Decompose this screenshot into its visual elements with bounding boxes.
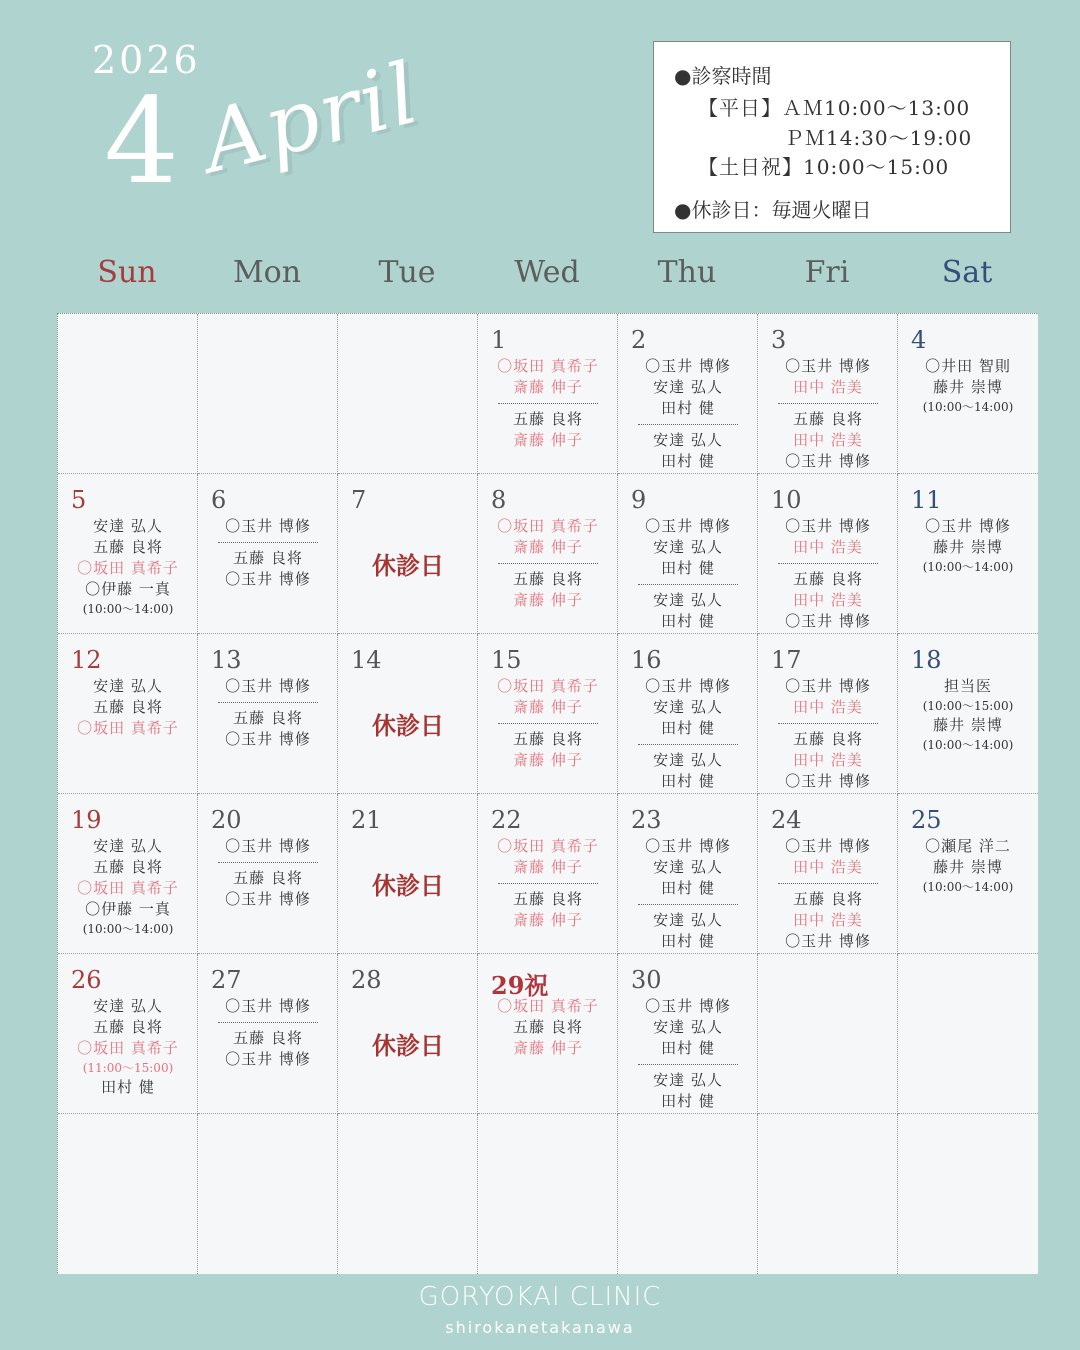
doctor-entry: 〇玉井 博修 xyxy=(645,837,731,855)
doctor-list xyxy=(618,996,758,1112)
doctor-entry: 〇玉井 博修 xyxy=(225,837,311,855)
day-cell xyxy=(758,314,898,474)
day-cell xyxy=(618,954,758,1114)
doctor-entry: 安達 弘人 xyxy=(93,517,163,535)
day-cell xyxy=(58,474,198,634)
clinic-location: shirokanetakanawa xyxy=(445,1318,635,1337)
day-number: 24 xyxy=(771,806,802,834)
day-cell xyxy=(898,314,1038,474)
doctor-list xyxy=(898,356,1038,416)
doctor-entry: 安達 弘人 xyxy=(653,751,723,769)
day-cell xyxy=(618,634,758,794)
empty-day-cell xyxy=(618,1114,758,1274)
doctor-entry: 〇玉井 博修 xyxy=(645,357,731,375)
am-pm-divider xyxy=(778,563,878,564)
doctor-list xyxy=(898,516,1038,576)
doctor-entry: 安達 弘人 xyxy=(653,911,723,929)
empty-day-cell xyxy=(758,954,898,1114)
doctor-entry: 田村 健 xyxy=(661,559,715,577)
empty-day-cell xyxy=(898,954,1038,1114)
doctor-list xyxy=(58,996,198,1098)
day-cell xyxy=(58,634,198,794)
empty-day-cell xyxy=(198,314,338,474)
doctor-list xyxy=(478,516,618,611)
empty-day-cell xyxy=(338,1114,478,1274)
doctor-entry: 藤井 崇博 xyxy=(933,716,1003,734)
doctor-entry: 田村 健 xyxy=(661,719,715,737)
am-pm-divider xyxy=(638,584,738,585)
doctor-entry: 田中 浩美 xyxy=(793,431,863,449)
doctor-entry: 田村 健 xyxy=(661,879,715,897)
doctor-entry: (11:00〜15:00) xyxy=(82,1061,174,1075)
doctor-entry: 〇坂田 真希子 xyxy=(497,517,599,535)
doctor-entry: 〇玉井 博修 xyxy=(925,517,1011,535)
day-cell xyxy=(198,634,338,794)
doctor-entry: 安達 弘人 xyxy=(93,997,163,1015)
doctor-list xyxy=(198,836,338,910)
day-cell xyxy=(618,314,758,474)
doctor-entry: 藤井 崇博 xyxy=(933,858,1003,876)
day-number: 9 xyxy=(631,486,647,514)
day-cell xyxy=(898,474,1038,634)
doctor-entry: 〇玉井 博修 xyxy=(785,677,871,695)
doctor-list xyxy=(478,676,618,771)
calendar-grid xyxy=(57,313,1037,1273)
doctor-entry: 担当医 xyxy=(943,677,992,695)
doctor-entry: 〇玉井 博修 xyxy=(225,570,311,588)
am-pm-divider xyxy=(778,403,878,404)
day-number: 13 xyxy=(211,646,242,674)
doctor-entry: 斎藤 伸子 xyxy=(513,591,583,609)
am-pm-divider xyxy=(638,744,738,745)
day-cell xyxy=(758,474,898,634)
doctor-list xyxy=(758,356,898,472)
doctor-entry: (10:00〜14:00) xyxy=(82,922,174,936)
doctor-entry: 〇玉井 博修 xyxy=(225,890,311,908)
am-pm-divider xyxy=(778,723,878,724)
day-cell xyxy=(478,314,618,474)
doctor-entry: 〇玉井 博修 xyxy=(225,517,311,535)
clinic-name: GORYOKAI CLINIC xyxy=(418,1282,662,1312)
empty-day-cell xyxy=(58,1114,198,1274)
day-cell xyxy=(338,794,478,954)
day-number: 1 xyxy=(491,326,507,354)
doctor-entry: 五藤 良将 xyxy=(233,1029,303,1047)
day-cell xyxy=(758,634,898,794)
day-number: 12 xyxy=(71,646,102,674)
day-number: 27 xyxy=(211,966,242,994)
am-pm-divider xyxy=(218,542,318,543)
doctor-entry: 安達 弘人 xyxy=(93,837,163,855)
day-number: 22 xyxy=(491,806,522,834)
doctor-entry: (10:00〜14:00) xyxy=(82,602,174,616)
day-cell xyxy=(338,474,478,634)
doctor-entry: 〇玉井 博修 xyxy=(785,772,871,790)
doctor-entry: 〇坂田 真希子 xyxy=(77,559,179,577)
weekday-sat: Sat xyxy=(941,255,993,290)
doctor-entry: 斎藤 伸子 xyxy=(513,698,583,716)
doctor-list xyxy=(898,676,1038,754)
doctor-entry: 五藤 良将 xyxy=(233,709,303,727)
day-cell xyxy=(198,794,338,954)
doctor-entry: 〇玉井 博修 xyxy=(225,677,311,695)
doctor-entry: 安達 弘人 xyxy=(653,698,723,716)
doctor-entry: 〇玉井 博修 xyxy=(225,730,311,748)
day-number: 11 xyxy=(911,486,942,514)
month-number: 4 xyxy=(104,72,180,210)
day-cell xyxy=(478,794,618,954)
am-pm-divider xyxy=(498,723,598,724)
doctor-entry: 五藤 良将 xyxy=(513,410,583,428)
doctor-entry: 田中 浩美 xyxy=(793,698,863,716)
doctor-entry: 〇井田 智則 xyxy=(925,357,1011,375)
doctor-entry: 五藤 良将 xyxy=(793,730,863,748)
doctor-entry: 安達 弘人 xyxy=(653,378,723,396)
doctor-entry: 〇坂田 真希子 xyxy=(77,879,179,897)
day-cell xyxy=(478,634,618,794)
am-pm-divider xyxy=(218,862,318,863)
doctor-entry: 藤井 崇博 xyxy=(933,538,1003,556)
day-cell xyxy=(758,794,898,954)
am-pm-divider xyxy=(638,424,738,425)
doctor-entry: 田中 浩美 xyxy=(793,751,863,769)
doctor-entry: 田村 健 xyxy=(661,1039,715,1057)
day-cell xyxy=(618,794,758,954)
doctor-entry: 〇坂田 真希子 xyxy=(77,1039,179,1057)
day-cell xyxy=(898,634,1038,794)
day-cell xyxy=(338,954,478,1114)
doctor-entry: 田村 健 xyxy=(661,1092,715,1110)
doctor-entry: 田中 浩美 xyxy=(793,591,863,609)
day-number: 19 xyxy=(71,806,102,834)
day-number: 29祝 xyxy=(491,971,549,1000)
doctor-entry: 〇玉井 博修 xyxy=(785,837,871,855)
doctor-entry: 五藤 良将 xyxy=(513,890,583,908)
doctor-entry: 五藤 良将 xyxy=(93,538,163,556)
doctor-entry: 〇玉井 博修 xyxy=(785,932,871,950)
day-number: 21 xyxy=(351,806,382,834)
weekday-mon: Mon xyxy=(232,255,302,290)
hours-weekend: 【土日祝】10:00〜15:00 xyxy=(698,155,950,179)
day-cell xyxy=(478,474,618,634)
am-pm-divider xyxy=(778,883,878,884)
doctor-entry: 〇坂田 真希子 xyxy=(497,997,599,1015)
doctor-entry: 斎藤 伸子 xyxy=(513,538,583,556)
day-number: 14 xyxy=(351,646,382,674)
hours-weekday-am: 【平日】ＡＭ10:00〜13:00 xyxy=(698,96,971,120)
closed-label: 休診日 xyxy=(372,712,444,740)
doctor-entry: (10:00〜15:00) xyxy=(922,699,1014,713)
doctor-entry: (10:00〜14:00) xyxy=(922,560,1014,574)
doctor-list xyxy=(198,676,338,750)
doctor-entry: 田中 浩美 xyxy=(793,538,863,556)
doctor-entry: 〇瀬尾 洋二 xyxy=(925,837,1011,855)
doctor-entry: (10:00〜14:00) xyxy=(922,880,1014,894)
doctor-list xyxy=(198,996,338,1070)
doctor-entry: 田村 健 xyxy=(661,452,715,470)
doctor-list xyxy=(758,676,898,792)
doctor-entry: (10:00〜14:00) xyxy=(922,738,1014,752)
day-cell xyxy=(478,954,618,1114)
hours-weekday-pm: ＰＭ14:30〜19:00 xyxy=(784,126,973,150)
day-number: 25 xyxy=(911,806,942,834)
doctor-entry: 田村 健 xyxy=(661,612,715,630)
day-cell xyxy=(198,954,338,1114)
day-cell xyxy=(618,474,758,634)
doctor-entry: 〇玉井 博修 xyxy=(785,612,871,630)
doctor-list xyxy=(898,836,1038,896)
weekday-wed: Wed xyxy=(514,255,580,290)
day-number: 18 xyxy=(911,646,942,674)
doctor-entry: 〇玉井 博修 xyxy=(785,357,871,375)
day-number: 3 xyxy=(771,326,787,354)
doctor-entry: 斎藤 伸子 xyxy=(513,1039,583,1057)
day-number: 10 xyxy=(771,486,802,514)
hours-title: ●診察時間 xyxy=(674,64,772,88)
closed-day-note: ●休診日：毎週火曜日 xyxy=(674,198,872,222)
empty-day-cell xyxy=(758,1114,898,1274)
empty-day-cell xyxy=(898,1114,1038,1274)
doctor-entry: 〇玉井 博修 xyxy=(645,517,731,535)
doctor-entry: 五藤 良将 xyxy=(93,1018,163,1036)
weekday-tue: Tue xyxy=(378,255,436,290)
doctor-entry: 五藤 良将 xyxy=(93,698,163,716)
doctor-entry: 五藤 良将 xyxy=(233,869,303,887)
doctor-entry: 五藤 良将 xyxy=(793,890,863,908)
day-number: 26 xyxy=(71,966,102,994)
doctor-entry: 〇玉井 博修 xyxy=(645,997,731,1015)
doctor-entry: 田村 健 xyxy=(661,772,715,790)
day-cell xyxy=(198,474,338,634)
doctor-entry: 藤井 崇博 xyxy=(933,378,1003,396)
doctor-entry: 安達 弘人 xyxy=(653,431,723,449)
doctor-entry: 安達 弘人 xyxy=(93,677,163,695)
doctor-entry: 五藤 良将 xyxy=(513,730,583,748)
doctor-entry: 安達 弘人 xyxy=(653,1018,723,1036)
weekday-sun: Sun xyxy=(97,255,157,290)
doctor-entry: 斎藤 伸子 xyxy=(513,431,583,449)
doctor-entry: 〇玉井 博修 xyxy=(225,1050,311,1068)
doctor-entry: 田村 健 xyxy=(661,932,715,950)
doctor-entry: 斎藤 伸子 xyxy=(513,858,583,876)
doctor-entry: 〇坂田 真希子 xyxy=(497,837,599,855)
doctor-entry: 〇玉井 博修 xyxy=(225,997,311,1015)
am-pm-divider xyxy=(498,403,598,404)
doctor-entry: 斎藤 伸子 xyxy=(513,751,583,769)
doctor-entry: 安達 弘人 xyxy=(653,538,723,556)
doctor-list xyxy=(58,516,198,618)
hours-box xyxy=(653,41,1011,233)
empty-day-cell xyxy=(338,314,478,474)
am-pm-divider xyxy=(218,702,318,703)
doctor-entry: 斎藤 伸子 xyxy=(513,378,583,396)
day-number: 15 xyxy=(491,646,522,674)
doctor-list xyxy=(198,516,338,590)
doctor-entry: 五藤 良将 xyxy=(513,570,583,588)
day-number: 5 xyxy=(71,486,87,514)
doctor-list xyxy=(758,516,898,632)
doctor-list xyxy=(618,356,758,472)
doctor-entry: 〇玉井 博修 xyxy=(785,517,871,535)
doctor-entry: 斎藤 伸子 xyxy=(513,911,583,929)
day-number: 6 xyxy=(211,486,227,514)
day-cell xyxy=(58,794,198,954)
doctor-entry: 〇坂田 真希子 xyxy=(497,357,599,375)
am-pm-divider xyxy=(498,883,598,884)
doctor-entry: 〇伊藤 一真 xyxy=(85,580,171,598)
doctor-entry: 五藤 良将 xyxy=(793,570,863,588)
doctor-entry: 〇伊藤 一真 xyxy=(85,900,171,918)
weekday-thu: Thu xyxy=(657,255,717,290)
day-number: 23 xyxy=(631,806,662,834)
doctor-entry: 〇坂田 真希子 xyxy=(497,677,599,695)
am-pm-divider xyxy=(498,563,598,564)
doctor-entry: 田中 浩美 xyxy=(793,378,863,396)
day-cell xyxy=(898,794,1038,954)
doctor-entry: (10:00〜14:00) xyxy=(922,400,1014,414)
doctor-list xyxy=(618,516,758,632)
doctor-entry: 五藤 良将 xyxy=(793,410,863,428)
doctor-list xyxy=(618,676,758,792)
doctor-entry: 安達 弘人 xyxy=(653,858,723,876)
closed-label: 休診日 xyxy=(372,552,444,580)
doctor-list xyxy=(478,996,618,1059)
doctor-list xyxy=(58,676,198,739)
doctor-entry: 田中 浩美 xyxy=(793,858,863,876)
empty-day-cell xyxy=(58,314,198,474)
empty-day-cell xyxy=(198,1114,338,1274)
doctor-list xyxy=(478,836,618,931)
empty-day-cell xyxy=(478,1114,618,1274)
day-number: 8 xyxy=(491,486,507,514)
doctor-list xyxy=(58,836,198,938)
doctor-list xyxy=(758,836,898,952)
doctor-entry: 〇坂田 真希子 xyxy=(77,719,179,737)
doctor-entry: 五藤 良将 xyxy=(513,1018,583,1036)
day-cell xyxy=(58,954,198,1114)
closed-label: 休診日 xyxy=(372,872,444,900)
year-label: 2026 xyxy=(92,38,201,82)
doctor-entry: 五藤 良将 xyxy=(93,858,163,876)
doctor-entry: 〇玉井 博修 xyxy=(645,677,731,695)
day-number: 30 xyxy=(631,966,662,994)
day-number: 4 xyxy=(911,326,927,354)
doctor-list xyxy=(478,356,618,451)
am-pm-divider xyxy=(638,1064,738,1065)
day-number: 28 xyxy=(351,966,382,994)
day-number: 2 xyxy=(631,326,647,354)
month-name-script: April xyxy=(193,43,429,192)
closed-label: 休診日 xyxy=(372,1032,444,1060)
day-number: 20 xyxy=(211,806,242,834)
day-number: 7 xyxy=(351,486,367,514)
day-cell xyxy=(338,634,478,794)
doctor-entry: 〇玉井 博修 xyxy=(785,452,871,470)
am-pm-divider xyxy=(218,1022,318,1023)
day-number: 17 xyxy=(771,646,802,674)
doctor-entry: 田村 健 xyxy=(101,1078,155,1096)
doctor-entry: 田中 浩美 xyxy=(793,911,863,929)
doctor-entry: 安達 弘人 xyxy=(653,591,723,609)
weekday-fri: Fri xyxy=(804,255,850,290)
doctor-entry: 五藤 良将 xyxy=(233,549,303,567)
doctor-entry: 安達 弘人 xyxy=(653,1071,723,1089)
am-pm-divider xyxy=(638,904,738,905)
day-number: 16 xyxy=(631,646,662,674)
doctor-list xyxy=(618,836,758,952)
doctor-entry: 田村 健 xyxy=(661,399,715,417)
